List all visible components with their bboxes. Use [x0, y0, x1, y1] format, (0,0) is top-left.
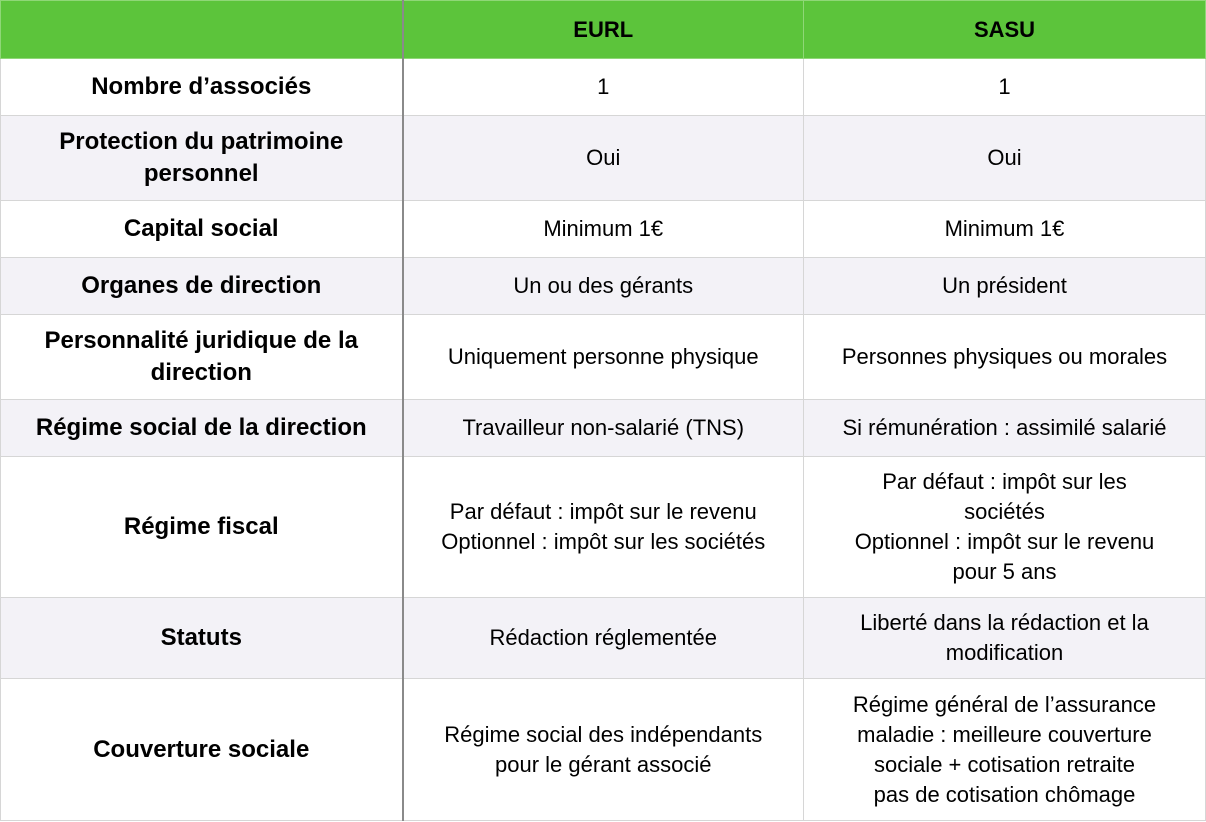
sasu-cell: Minimum 1€: [804, 201, 1206, 258]
sasu-cell: Par défaut : impôt sur les sociétés Optionnel : impôt sur le revenu pour 5 ans: [804, 457, 1206, 598]
row-label: Nombre d’associés: [1, 59, 403, 116]
sasu-cell: 1: [804, 59, 1206, 116]
sasu-cell: Régime général de l’assurance maladie : meilleure couverture sociale + cotisation retraite pas de cotisation chômage: [804, 679, 1206, 821]
eurl-cell: Régime social des indépendants pour le gérant associé: [403, 679, 804, 821]
row-label: Protection du patrimoine personnel: [1, 116, 403, 201]
eurl-cell: 1: [403, 59, 804, 116]
row-label: Personnalité juridique de la direction: [1, 315, 403, 400]
sasu-cell: Oui: [804, 116, 1206, 201]
table-row: [1, 116, 1206, 201]
header-empty-cell: [1, 1, 403, 59]
eurl-cell: Rédaction réglementée: [403, 598, 804, 679]
table-row: [1, 315, 1206, 400]
eurl-cell: Oui: [403, 116, 804, 201]
row-label: Régime social de la direction: [1, 400, 403, 457]
sasu-cell: Un président: [804, 258, 1206, 315]
eurl-cell: Par défaut : impôt sur le revenu Optionnel : impôt sur les sociétés: [403, 457, 804, 598]
row-label: Organes de direction: [1, 258, 403, 315]
header-sasu: SASU: [804, 1, 1206, 59]
row-label: Capital social: [1, 201, 403, 258]
eurl-cell: Uniquement personne physique: [403, 315, 804, 400]
table-row: [1, 679, 1206, 821]
row-label: Statuts: [1, 598, 403, 679]
sasu-cell: Liberté dans la rédaction et la modification: [804, 598, 1206, 679]
table-row: [1, 457, 1206, 598]
table-row: [1, 59, 1206, 116]
eurl-cell: Un ou des gérants: [403, 258, 804, 315]
sasu-cell: Si rémunération : assimilé salarié: [804, 400, 1206, 457]
sasu-cell: Personnes physiques ou morales: [804, 315, 1206, 400]
header-eurl: EURL: [403, 1, 804, 59]
row-label: Couverture sociale: [1, 679, 403, 821]
eurl-cell: Minimum 1€: [403, 201, 804, 258]
table-row: [1, 258, 1206, 315]
row-label: Régime fiscal: [1, 457, 403, 598]
table-row: [1, 201, 1206, 258]
table-row: [1, 598, 1206, 679]
table-header: [1, 1, 1206, 59]
table-row: [1, 400, 1206, 457]
eurl-cell: Travailleur non-salarié (TNS): [403, 400, 804, 457]
table-body: [1, 59, 1206, 821]
